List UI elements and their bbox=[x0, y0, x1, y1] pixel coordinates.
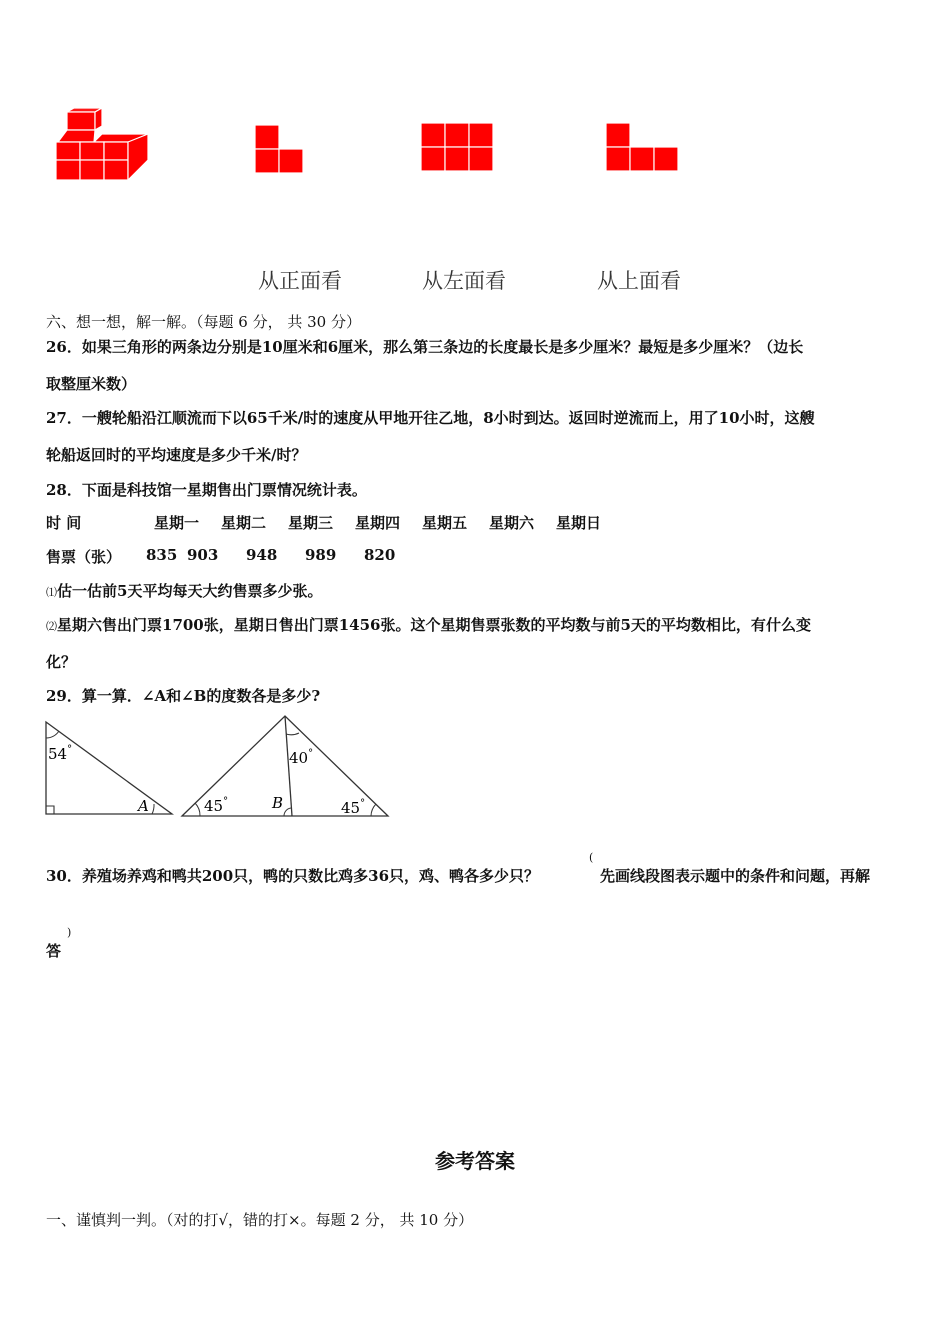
front-view-label: 从正面看 bbox=[258, 269, 342, 293]
angle-a-label: A bbox=[138, 797, 149, 815]
triangle-figure-2 bbox=[178, 712, 392, 822]
table-day: 星期日 bbox=[556, 514, 602, 532]
q28-sub1 bbox=[46, 580, 322, 601]
angle-45-left-label: 45° bbox=[204, 796, 229, 815]
q28-sub2-line2: 化？ bbox=[46, 653, 77, 671]
q30-close-paren: ) bbox=[67, 926, 72, 939]
table-value: 820 bbox=[364, 546, 396, 564]
q27-line2: 轮船返回时的平均速度是多少千米/时？ bbox=[46, 446, 307, 464]
angle-b-label: B bbox=[272, 794, 284, 812]
sub2-marker: ⑵ bbox=[46, 620, 57, 633]
q26-line2: 取整厘米数） bbox=[46, 375, 137, 393]
section6-heading: 六、想一想，解一解。（每题 6 分， 共 30 分） bbox=[46, 313, 361, 331]
table-value: 948 bbox=[246, 546, 278, 564]
answers-section1-heading: 一、谨慎判一判。（对的打√，错的打×。每题 2 分， 共 10 分） bbox=[46, 1211, 474, 1229]
q28-sub2-line1 bbox=[46, 614, 811, 635]
table-value: 989 bbox=[305, 546, 337, 564]
q30-hint: 先画线段图表示题中的条件和问题，再解 bbox=[600, 867, 871, 885]
table-value: 835 bbox=[146, 546, 178, 564]
q28-intro: 28．下面是科技馆一星期售出门票情况统计表。 bbox=[46, 481, 367, 499]
answers-title: 参考答案 bbox=[435, 1149, 515, 1173]
left-view-figure bbox=[420, 122, 496, 174]
table-row-label: 售票（张） bbox=[46, 548, 122, 566]
q26-line1: 26．如果三角形的两条边分别是10厘米和6厘米，那么第三条边的长度最长是多少厘米？最短是多少厘米？（边长 bbox=[46, 338, 804, 356]
angle-40-label: 40° bbox=[289, 748, 314, 767]
table-value: 903 bbox=[187, 546, 219, 564]
table-day: 星期三 bbox=[288, 514, 334, 532]
q30-line2: 答 bbox=[46, 942, 62, 960]
table-header-label: 时 间 bbox=[46, 514, 82, 532]
top-view-label: 从上面看 bbox=[597, 269, 681, 293]
cube-solid-figure bbox=[50, 108, 155, 186]
left-view-label: 从左面看 bbox=[422, 269, 506, 293]
q29-text: 29．算一算．∠A和∠B的度数各是多少? bbox=[46, 687, 321, 705]
table-day: 星期四 bbox=[355, 514, 401, 532]
sub2-text: 星期六售出门票1700张，星期日售出门票1456张。这个星期售票张数的平均数与前5天的平均数相比，有什么变 bbox=[57, 616, 811, 634]
triangle-figure-1 bbox=[40, 712, 180, 822]
table-day: 星期一 bbox=[154, 514, 200, 532]
front-view-figure bbox=[254, 124, 306, 176]
sub1-marker: ⑴ bbox=[46, 586, 57, 599]
top-view-figure bbox=[605, 122, 681, 174]
q30-text: 30．养殖场养鸡和鸭共200只，鸭的只数比鸡多36只，鸡、鸭各多少只？ bbox=[46, 867, 540, 885]
sub1-text: 估一估前5天平均每天大约售票多少张。 bbox=[57, 582, 323, 600]
table-day: 星期五 bbox=[422, 514, 468, 532]
q30-open-paren: ( bbox=[589, 851, 594, 864]
table-day: 星期二 bbox=[221, 514, 267, 532]
angle-45-right-label: 45° bbox=[341, 798, 366, 817]
table-day: 星期六 bbox=[489, 514, 535, 532]
angle-54-label: 54° bbox=[48, 744, 73, 763]
q27-line1: 27．一艘轮船沿江顺流而下以65千米/时的速度从甲地开往乙地，8小时到达。返回时逆流而上，用了10小时，这艘 bbox=[46, 409, 815, 427]
